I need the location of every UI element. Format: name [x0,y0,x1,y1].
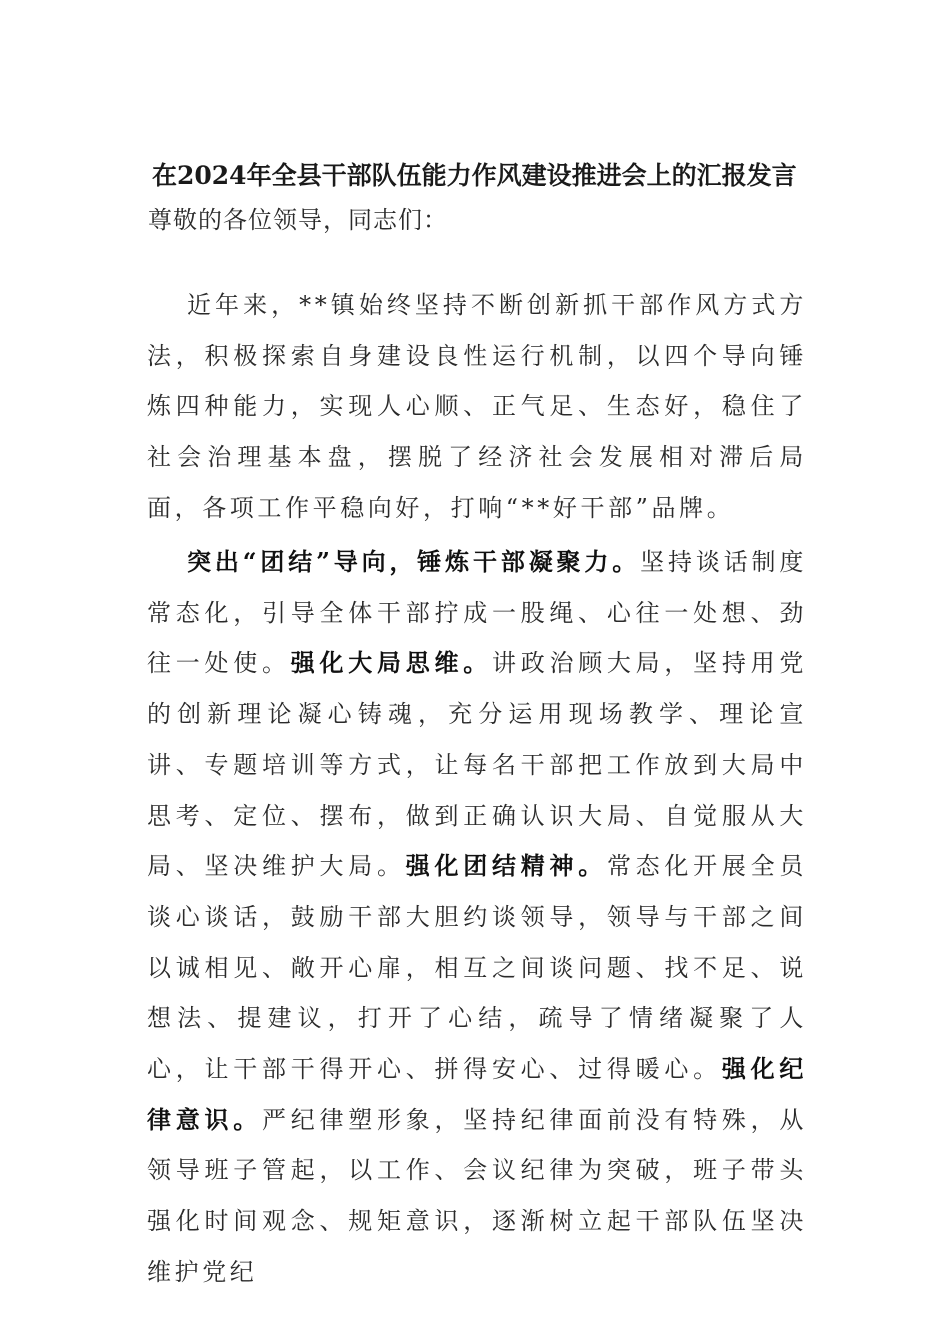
point-heading-overall-view: 强化大局思维。 [290,648,492,678]
point-text-unity-spirit: 常态化开展全员谈心谈话，鼓励干部大胆约谈领导，领导与干部之间以诚相见、敞开心扉，相互之间谈问题、找不足、说想法、提建议，打开了心结，疏导了情绪凝聚了人心，让干部干得开心、拼得安心、过得暖心。 [147,852,808,1084]
point-heading-discipline: 强化纪律意识。 [147,1054,807,1134]
point-text-discipline: 严纪律塑形象，坚持纪律面前没有特殊，从领导班子管起，以工作、会议纪律为突破，班子带头强化时间观念、规矩意识，逐渐树立起干部队伍坚决维护党纪 [147,1105,807,1286]
point-text-overall-view: 讲政治顾大局，坚持用党的创新理论凝心铸魂，充分运用现场教学、理论宣讲、专题培训等方式，让每名干部把工作放到大局中思考、定位、摆布，做到正确认识大局、自觉服从大局、坚决维护大局。 [147,649,808,881]
section-intro: 坚持谈话制度常态化，引导全体干部拧成一股绳、心往一处想、劲往一处使。 [147,548,807,678]
paragraph-intro: 近年来，**镇始终坚持不断创新抓干部作风方式方法，积极探索自身建设良性运行机制，以四个导向锤炼四种能力，实现人心顺、正气足、生态好，稳住了社会治理基本盘，摆脱了经济社会发展相对滞后局面，各项工作平稳向好，打响“**好干部”品牌。 [147,291,807,522]
section-heading: 突出“团结”导向，锤炼干部凝聚力。 [187,547,641,576]
paragraph-unity [147,537,807,1298]
point-heading-unity-spirit: 强化团结精神。 [405,851,607,881]
greeting-line: 尊敬的各位领导，同志们： [148,206,448,234]
document-title: 在2024年全县干部队伍能力作风建设推进会上的汇报发言 [152,161,797,190]
